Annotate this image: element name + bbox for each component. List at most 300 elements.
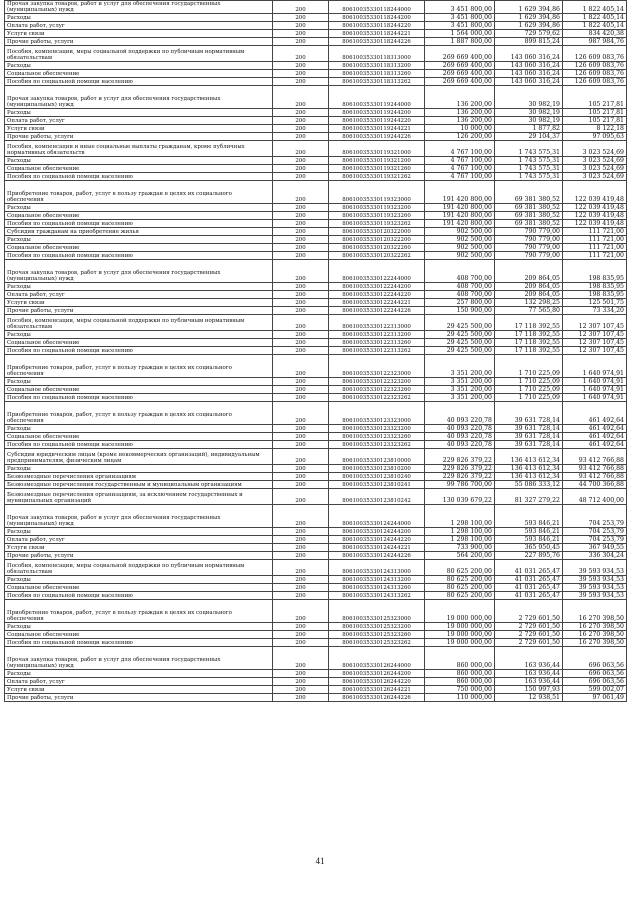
- row-name: Прочая закупка товаров, работ и услуг для обеспечения государственных (муниципальных) нужд: [5, 505, 273, 528]
- expenditure-table-body: [5, 1, 627, 702]
- row-approved-amount: 257 800,00: [425, 299, 495, 307]
- row-unexecuted-amount: 126 609 083,76: [563, 46, 627, 62]
- row-executed-amount: 143 060 316,24: [495, 62, 563, 70]
- table-row: [5, 339, 627, 347]
- table-row: [5, 378, 627, 386]
- row-executed-amount: 729 579,62: [495, 30, 563, 38]
- row-unexecuted-amount: 461 492,64: [563, 433, 627, 441]
- row-name: Приобретение товаров, работ, услуг в пользу граждан в целях их социального обеспечения: [5, 181, 273, 204]
- row-kbk-code: 80610035330120322262: [329, 252, 425, 260]
- row-unexecuted-amount: 126 609 083,76: [563, 78, 627, 86]
- row-name: Прочие работы, услуги: [5, 694, 273, 702]
- row-executed-amount: 143 060 316,24: [495, 78, 563, 86]
- row-name: Пособия, компенсации, меры социальной поддержки по публичным нормативным обязательствам: [5, 315, 273, 331]
- row-kbk-code: 80610035330125323200: [329, 623, 425, 631]
- table-row: [5, 465, 627, 473]
- row-name: Расходы: [5, 378, 273, 386]
- row-unexecuted-amount: 16 270 398,50: [563, 600, 627, 623]
- row-unexecuted-amount: 461 492,64: [563, 441, 627, 449]
- row-name: Пособия по социальной помощи населению: [5, 394, 273, 402]
- row-unexecuted-amount: 93 412 766,88: [563, 473, 627, 481]
- row-name: Безвозмездные перечисления организациям, за исключением государственных и муниципальных организаций: [5, 489, 273, 505]
- table-row: [5, 505, 627, 528]
- row-code: 200: [273, 386, 329, 394]
- row-name: Прочие работы, услуги: [5, 133, 273, 141]
- row-kbk-code: 80610035330122244220: [329, 291, 425, 299]
- row-kbk-code: 80610035330119244000: [329, 86, 425, 109]
- row-approved-amount: 126 200,00: [425, 133, 495, 141]
- table-row: [5, 623, 627, 631]
- row-code: 200: [273, 402, 329, 425]
- row-kbk-code: 80610035330123323200: [329, 425, 425, 433]
- row-approved-amount: 733 900,00: [425, 544, 495, 552]
- row-kbk-code: 80610035330119244200: [329, 109, 425, 117]
- row-kbk-code: 80610035330122244200: [329, 283, 425, 291]
- row-code: 200: [273, 78, 329, 86]
- row-unexecuted-amount: 39 593 934,53: [563, 584, 627, 592]
- row-executed-amount: 136 413 612,34: [495, 465, 563, 473]
- row-code: 200: [273, 283, 329, 291]
- row-unexecuted-amount: 39 593 934,53: [563, 576, 627, 584]
- row-unexecuted-amount: 39 593 934,53: [563, 592, 627, 600]
- row-unexecuted-amount: 834 420,38: [563, 30, 627, 38]
- row-name: Безвозмездные перечисления организациям: [5, 473, 273, 481]
- row-executed-amount: 29 104,37: [495, 133, 563, 141]
- table-row: [5, 252, 627, 260]
- row-unexecuted-amount: 16 270 398,50: [563, 623, 627, 631]
- table-row: [5, 236, 627, 244]
- row-approved-amount: 3 451 800,00: [425, 14, 495, 22]
- row-executed-amount: 163 936,44: [495, 670, 563, 678]
- row-kbk-code: 80610035330122323000: [329, 355, 425, 378]
- row-unexecuted-amount: 461 492,64: [563, 402, 627, 425]
- row-name: Пособия по социальной помощи населению: [5, 78, 273, 86]
- row-unexecuted-amount: 1 640 974,91: [563, 355, 627, 378]
- row-executed-amount: 1 877,82: [495, 125, 563, 133]
- table-row: [5, 283, 627, 291]
- row-executed-amount: 39 631 728,14: [495, 441, 563, 449]
- row-name: Расходы: [5, 14, 273, 22]
- row-executed-amount: 1 743 575,31: [495, 173, 563, 181]
- row-approved-amount: 1 298 100,00: [425, 528, 495, 536]
- row-unexecuted-amount: 704 253,79: [563, 536, 627, 544]
- row-name: Прочая закупка товаров, работ и услуг для обеспечения государственных (муниципальных) нужд: [5, 260, 273, 283]
- page-number: 41: [315, 856, 325, 866]
- table-row: [5, 1, 627, 14]
- row-executed-amount: 1 743 575,31: [495, 157, 563, 165]
- row-executed-amount: 143 060 316,24: [495, 46, 563, 62]
- table-row: [5, 133, 627, 141]
- row-code: 200: [273, 425, 329, 433]
- row-executed-amount: 1 710 225,09: [495, 355, 563, 378]
- row-code: 200: [273, 299, 329, 307]
- row-approved-amount: 29 425 500,00: [425, 331, 495, 339]
- table-row: [5, 528, 627, 536]
- row-executed-amount: 790 779,00: [495, 244, 563, 252]
- row-approved-amount: 3 351 200,00: [425, 355, 495, 378]
- table-row: [5, 291, 627, 299]
- row-name: Социальное обеспечение: [5, 70, 273, 78]
- row-approved-amount: 40 093 220,78: [425, 433, 495, 441]
- row-code: 200: [273, 394, 329, 402]
- row-executed-amount: 2 729 601,50: [495, 623, 563, 631]
- table-row: [5, 14, 627, 22]
- row-approved-amount: 902 500,00: [425, 244, 495, 252]
- row-executed-amount: 209 864,05: [495, 291, 563, 299]
- row-name: Расходы: [5, 109, 273, 117]
- row-name: Расходы: [5, 331, 273, 339]
- row-unexecuted-amount: 198 835,95: [563, 291, 627, 299]
- row-name: Приобретение товаров, работ, услуг в пользу граждан в целях их социального обеспечения: [5, 402, 273, 425]
- row-unexecuted-amount: 704 253,79: [563, 528, 627, 536]
- table-row: [5, 355, 627, 378]
- row-approved-amount: 1 564 000,00: [425, 30, 495, 38]
- row-code: 200: [273, 347, 329, 355]
- table-row: [5, 78, 627, 86]
- row-code: 200: [273, 22, 329, 30]
- row-name: Услуги связи: [5, 686, 273, 694]
- row-approved-amount: 3 451 800,00: [425, 22, 495, 30]
- row-executed-amount: 593 846,21: [495, 528, 563, 536]
- row-name: Расходы: [5, 528, 273, 536]
- row-executed-amount: 1 710 225,09: [495, 386, 563, 394]
- row-code: 200: [273, 165, 329, 173]
- row-unexecuted-amount: 122 039 419,48: [563, 204, 627, 212]
- row-name: Социальное обеспечение: [5, 386, 273, 394]
- row-executed-amount: 150 997,93: [495, 686, 563, 694]
- row-code: 200: [273, 465, 329, 473]
- row-approved-amount: 3 351 200,00: [425, 386, 495, 394]
- row-code: 200: [273, 433, 329, 441]
- row-code: 200: [273, 560, 329, 576]
- row-code: 200: [273, 70, 329, 78]
- row-unexecuted-amount: 1 640 974,91: [563, 386, 627, 394]
- row-code: 200: [273, 505, 329, 528]
- row-unexecuted-amount: 126 609 083,76: [563, 70, 627, 78]
- row-kbk-code: 80610035330124244226: [329, 552, 425, 560]
- row-kbk-code: 80610035330124313260: [329, 584, 425, 592]
- row-unexecuted-amount: 16 270 398,50: [563, 639, 627, 647]
- row-code: 200: [273, 528, 329, 536]
- row-name: Пособия по социальной помощи населению: [5, 592, 273, 600]
- row-code: 200: [273, 236, 329, 244]
- row-kbk-code: 80610035330119323260: [329, 212, 425, 220]
- table-row: [5, 165, 627, 173]
- table-row: [5, 347, 627, 355]
- row-unexecuted-amount: 122 039 419,48: [563, 212, 627, 220]
- row-approved-amount: 191 420 800,00: [425, 204, 495, 212]
- row-name: Социальное обеспечение: [5, 631, 273, 639]
- row-code: 200: [273, 46, 329, 62]
- row-unexecuted-amount: 93 412 766,88: [563, 449, 627, 465]
- row-code: 200: [273, 125, 329, 133]
- row-kbk-code: 80610035330118313000: [329, 46, 425, 62]
- row-code: 200: [273, 623, 329, 631]
- table-row: [5, 220, 627, 228]
- row-name: Пособия по социальной помощи населению: [5, 173, 273, 181]
- row-code: 200: [273, 694, 329, 702]
- row-unexecuted-amount: 198 835,95: [563, 283, 627, 291]
- row-unexecuted-amount: 461 492,64: [563, 425, 627, 433]
- table-row: [5, 181, 627, 204]
- row-kbk-code: 80610035330124313000: [329, 560, 425, 576]
- row-code: 200: [273, 631, 329, 639]
- row-kbk-code: 80610035330122323260: [329, 386, 425, 394]
- row-unexecuted-amount: 73 334,20: [563, 307, 627, 315]
- row-code: 200: [273, 228, 329, 236]
- row-kbk-code: 80610035330118244200: [329, 14, 425, 22]
- row-approved-amount: 1 298 100,00: [425, 536, 495, 544]
- row-name: Прочая закупка товаров, работ и услуг для обеспечения государственных (муниципальных) нужд: [5, 86, 273, 109]
- row-unexecuted-amount: 336 304,24: [563, 552, 627, 560]
- row-unexecuted-amount: 1 640 974,91: [563, 394, 627, 402]
- row-approved-amount: 564 200,00: [425, 552, 495, 560]
- table-row: [5, 173, 627, 181]
- row-approved-amount: 136 200,00: [425, 117, 495, 125]
- row-approved-amount: 3 351 200,00: [425, 394, 495, 402]
- row-approved-amount: 408 700,00: [425, 260, 495, 283]
- row-executed-amount: 132 298,25: [495, 299, 563, 307]
- row-code: 200: [273, 212, 329, 220]
- row-code: 200: [273, 181, 329, 204]
- row-code: 200: [273, 315, 329, 331]
- row-unexecuted-amount: 48 712 400,00: [563, 489, 627, 505]
- row-approved-amount: 19 000 000,00: [425, 639, 495, 647]
- row-name: Оплата работ, услуг: [5, 536, 273, 544]
- row-executed-amount: 12 938,51: [495, 694, 563, 702]
- row-kbk-code: 80610035330126244000: [329, 647, 425, 670]
- row-executed-amount: 17 118 392,55: [495, 347, 563, 355]
- row-name: Оплата работ, услуг: [5, 291, 273, 299]
- row-executed-amount: 143 060 316,24: [495, 70, 563, 78]
- row-kbk-code: 80610035330119321262: [329, 173, 425, 181]
- row-executed-amount: 1 629 394,86: [495, 1, 563, 14]
- row-executed-amount: 77 565,80: [495, 307, 563, 315]
- row-executed-amount: 39 631 728,14: [495, 433, 563, 441]
- row-name: Услуги связи: [5, 299, 273, 307]
- row-kbk-code: 80610035330124244200: [329, 528, 425, 536]
- table-row: [5, 686, 627, 694]
- row-name: Безвозмездные перечисления государственным и муниципальным организациям: [5, 481, 273, 489]
- row-executed-amount: 55 086 333,12: [495, 481, 563, 489]
- row-approved-amount: 136 200,00: [425, 86, 495, 109]
- expenditure-table: [4, 0, 627, 702]
- row-kbk-code: 80610035330120322000: [329, 228, 425, 236]
- row-name: Пособия по социальной помощи населению: [5, 639, 273, 647]
- row-executed-amount: 1 743 575,31: [495, 141, 563, 157]
- table-row: [5, 157, 627, 165]
- table-row: [5, 46, 627, 62]
- row-executed-amount: 1 710 225,09: [495, 378, 563, 386]
- row-name: Пособия, компенсации и иные социальные выплаты гражданам, кроме публичных нормативных обязательств: [5, 141, 273, 157]
- table-row: [5, 631, 627, 639]
- row-unexecuted-amount: 16 270 398,50: [563, 631, 627, 639]
- table-row: [5, 473, 627, 481]
- row-kbk-code: 80610035330122323200: [329, 378, 425, 386]
- row-executed-amount: 1 629 394,86: [495, 22, 563, 30]
- row-unexecuted-amount: 39 593 934,53: [563, 560, 627, 576]
- row-code: 200: [273, 552, 329, 560]
- table-row: [5, 117, 627, 125]
- row-kbk-code: 80610035330123810241: [329, 481, 425, 489]
- row-unexecuted-amount: 1 822 405,14: [563, 14, 627, 22]
- table-row: [5, 576, 627, 584]
- row-code: 200: [273, 647, 329, 670]
- table-row: [5, 30, 627, 38]
- row-kbk-code: 80610035330123810200: [329, 465, 425, 473]
- table-row: [5, 584, 627, 592]
- row-code: 200: [273, 1, 329, 14]
- row-kbk-code: 80610035330124244000: [329, 505, 425, 528]
- table-row: [5, 678, 627, 686]
- row-approved-amount: 408 700,00: [425, 291, 495, 299]
- row-unexecuted-amount: 3 023 524,69: [563, 157, 627, 165]
- row-unexecuted-amount: 111 721,00: [563, 228, 627, 236]
- row-approved-amount: 130 039 679,22: [425, 489, 495, 505]
- row-unexecuted-amount: 12 307 107,45: [563, 331, 627, 339]
- row-approved-amount: 1 298 100,00: [425, 505, 495, 528]
- table-row: [5, 552, 627, 560]
- row-approved-amount: 860 000,00: [425, 670, 495, 678]
- row-code: 200: [273, 592, 329, 600]
- row-code: 200: [273, 14, 329, 22]
- row-approved-amount: 269 669 400,00: [425, 46, 495, 62]
- row-kbk-code: 80610035330118244220: [329, 22, 425, 30]
- row-unexecuted-amount: 8 122,18: [563, 125, 627, 133]
- row-code: 200: [273, 378, 329, 386]
- row-kbk-code: 80610035330123323000: [329, 402, 425, 425]
- row-kbk-code: 80610035330126244220: [329, 678, 425, 686]
- row-name: Приобретение товаров, работ, услуг в пользу граждан в целях их социального обеспечения: [5, 355, 273, 378]
- row-executed-amount: 30 982,19: [495, 109, 563, 117]
- table-row: [5, 204, 627, 212]
- row-kbk-code: 80610035330126244226: [329, 694, 425, 702]
- row-kbk-code: 80610035330119321200: [329, 157, 425, 165]
- row-approved-amount: 40 093 220,78: [425, 402, 495, 425]
- row-unexecuted-amount: 704 253,79: [563, 505, 627, 528]
- row-code: 200: [273, 38, 329, 46]
- row-code: 200: [273, 252, 329, 260]
- row-approved-amount: 408 700,00: [425, 283, 495, 291]
- row-approved-amount: 860 000,00: [425, 647, 495, 670]
- row-executed-amount: 69 381 380,52: [495, 212, 563, 220]
- row-name: Пособия по социальной помощи населению: [5, 441, 273, 449]
- row-kbk-code: 80610035330119321260: [329, 165, 425, 173]
- row-kbk-code: 80610035330122323262: [329, 394, 425, 402]
- row-unexecuted-amount: 125 501,75: [563, 299, 627, 307]
- row-unexecuted-amount: 367 949,55: [563, 544, 627, 552]
- row-kbk-code: 80610035330125323260: [329, 631, 425, 639]
- row-code: 200: [273, 117, 329, 125]
- row-kbk-code: 80610035330122313000: [329, 315, 425, 331]
- row-code: 200: [273, 544, 329, 552]
- row-name: Прочая закупка товаров, работ и услуг для обеспечения государственных (муниципальных) нужд: [5, 1, 273, 14]
- row-unexecuted-amount: 12 307 107,45: [563, 315, 627, 331]
- row-unexecuted-amount: 3 023 524,69: [563, 141, 627, 157]
- table-row: [5, 433, 627, 441]
- row-approved-amount: 80 625 200,00: [425, 576, 495, 584]
- row-approved-amount: 4 767 100,00: [425, 173, 495, 181]
- row-executed-amount: 1 743 575,31: [495, 165, 563, 173]
- row-kbk-code: 80610035330122313200: [329, 331, 425, 339]
- row-executed-amount: 17 118 392,55: [495, 339, 563, 347]
- row-name: Оплата работ, услуг: [5, 117, 273, 125]
- row-code: 200: [273, 339, 329, 347]
- row-executed-amount: 136 413 612,34: [495, 473, 563, 481]
- row-kbk-code: 80610035330122244000: [329, 260, 425, 283]
- row-executed-amount: 17 118 392,55: [495, 331, 563, 339]
- row-unexecuted-amount: 105 217,81: [563, 117, 627, 125]
- row-approved-amount: 229 826 379,22: [425, 449, 495, 465]
- row-executed-amount: 365 950,45: [495, 544, 563, 552]
- row-kbk-code: 80610035330125323000: [329, 600, 425, 623]
- row-code: 200: [273, 331, 329, 339]
- row-executed-amount: 593 846,21: [495, 505, 563, 528]
- row-kbk-code: 80610035330119244221: [329, 125, 425, 133]
- row-executed-amount: 2 729 601,50: [495, 631, 563, 639]
- row-unexecuted-amount: 3 023 524,69: [563, 173, 627, 181]
- row-kbk-code: 80610035330123810000: [329, 449, 425, 465]
- row-executed-amount: 899 815,24: [495, 38, 563, 46]
- row-approved-amount: 902 500,00: [425, 228, 495, 236]
- row-executed-amount: 209 864,05: [495, 260, 563, 283]
- row-approved-amount: 110 000,00: [425, 694, 495, 702]
- row-code: 200: [273, 686, 329, 694]
- row-approved-amount: 902 500,00: [425, 252, 495, 260]
- row-approved-amount: 80 625 200,00: [425, 592, 495, 600]
- row-code: 200: [273, 576, 329, 584]
- row-kbk-code: 80610035330119323262: [329, 220, 425, 228]
- table-row: [5, 22, 627, 30]
- row-unexecuted-amount: 111 721,00: [563, 252, 627, 260]
- row-kbk-code: 80610035330124313200: [329, 576, 425, 584]
- row-code: 200: [273, 536, 329, 544]
- row-code: 200: [273, 481, 329, 489]
- row-name: Прочие работы, услуги: [5, 307, 273, 315]
- table-row: [5, 394, 627, 402]
- table-row: [5, 228, 627, 236]
- table-row: [5, 212, 627, 220]
- row-name: Расходы: [5, 576, 273, 584]
- row-unexecuted-amount: 696 063,56: [563, 670, 627, 678]
- row-unexecuted-amount: 97 095,63: [563, 133, 627, 141]
- row-kbk-code: 80610035330118313262: [329, 78, 425, 86]
- table-row: [5, 244, 627, 252]
- row-kbk-code: 80610035330123810240: [329, 473, 425, 481]
- row-executed-amount: 209 864,05: [495, 283, 563, 291]
- row-executed-amount: 790 779,00: [495, 228, 563, 236]
- table-row: [5, 109, 627, 117]
- row-kbk-code: 80610035330125323262: [329, 639, 425, 647]
- row-name: Социальное обеспечение: [5, 165, 273, 173]
- row-name: Социальное обеспечение: [5, 584, 273, 592]
- row-approved-amount: 10 000,00: [425, 125, 495, 133]
- row-code: 200: [273, 449, 329, 465]
- row-unexecuted-amount: 12 307 107,45: [563, 347, 627, 355]
- row-executed-amount: 227 895,76: [495, 552, 563, 560]
- row-name: Расходы: [5, 465, 273, 473]
- row-executed-amount: 30 982,19: [495, 117, 563, 125]
- row-executed-amount: 1 629 394,86: [495, 14, 563, 22]
- row-approved-amount: 860 000,00: [425, 678, 495, 686]
- table-row: [5, 125, 627, 133]
- row-approved-amount: 4 767 100,00: [425, 165, 495, 173]
- row-kbk-code: 80610035330118313200: [329, 62, 425, 70]
- row-approved-amount: 99 786 700,00: [425, 481, 495, 489]
- row-name: Расходы: [5, 236, 273, 244]
- table-row: [5, 307, 627, 315]
- row-executed-amount: 41 031 265,47: [495, 576, 563, 584]
